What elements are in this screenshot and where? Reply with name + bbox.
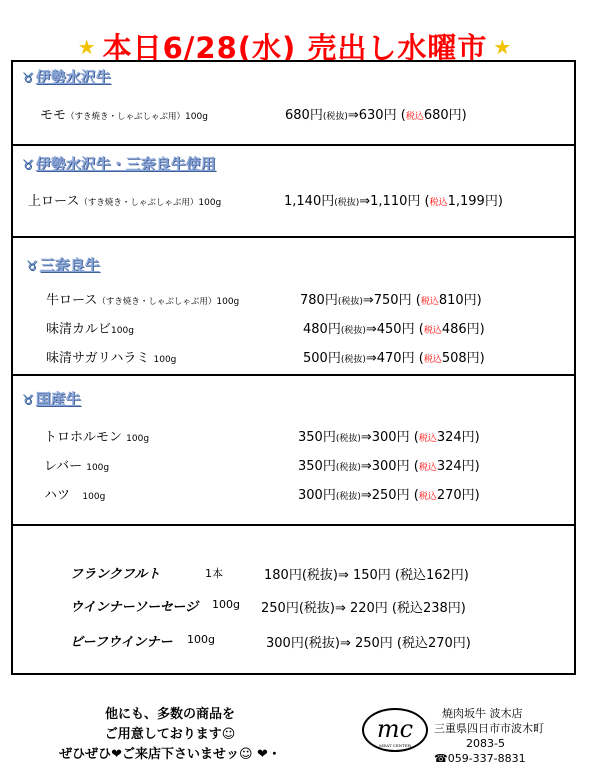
special-item-unit: 100g [187, 633, 215, 646]
section-divider [11, 236, 576, 238]
special-item-name: フランクフルト [70, 567, 161, 582]
list-item: トロホルモン 100g [44, 430, 150, 445]
special-item-name: ビーフウインナー [70, 635, 173, 650]
price: 300円(税抜)⇒250円 (税込270円) [298, 488, 480, 503]
price: 350円(税抜)⇒300円 (税込324円) [298, 459, 480, 474]
list-item: 上ロース（すき焼き・しゃぶしゃぶ用）100g [28, 194, 222, 209]
special-item-price: 250円(税抜)⇒ 220円 (税込238円) [261, 601, 466, 616]
title-text: 本日6/28(水) 売出し水曜市 [102, 31, 488, 65]
star-icon: ★ [493, 35, 513, 59]
store-info: 焼肉坂牛 波木店 三重県四日市市波木町 2083-5 ☎059-337-8831 [434, 707, 544, 765]
section-divider [11, 374, 576, 376]
section-title: ♉ 国産牛 [22, 390, 81, 408]
section-divider [11, 144, 576, 146]
section-title: ♉ 伊勢水沢牛・三奈良牛使用 [22, 155, 216, 173]
cow-icon: ♉ [22, 158, 34, 173]
price: 350円(税抜)⇒300円 (税込324円) [298, 430, 480, 445]
list-item: 味清サガリハラミ 100g [46, 351, 177, 366]
store-logo: mc MEAT CENTER [362, 708, 428, 752]
price: 780円(税抜)⇒750円 (税込810円) [300, 293, 482, 308]
star-icon: ★ [77, 35, 97, 59]
price: 1,140円(税抜)⇒1,110円 (税込1,199円) [284, 194, 503, 209]
list-item: 味清カルビ100g [46, 322, 134, 337]
list-item: レバー 100g [44, 459, 110, 474]
section-divider [11, 524, 576, 526]
list-item: ハツ 100g [44, 488, 106, 503]
cow-icon: ♉ [22, 71, 34, 86]
price: 500円(税抜)⇒470円 (税込508円) [303, 351, 485, 366]
price: 680円(税抜)⇒630円 (税込680円) [285, 108, 467, 123]
special-item-price: 300円(税抜)⇒ 250円 (税込270円) [266, 636, 471, 651]
section-title: ♉ 伊勢水沢牛 [22, 68, 111, 86]
list-item: 牛ロース（すき焼き・しゃぶしゃぶ用）100g [46, 293, 240, 308]
footer-message: 他にも、多数の商品を ご用意しております☺ ぜひぜひ❤ご来店下さいませッ☺ ❤・ [59, 707, 281, 762]
list-item: モモ（すき焼き・しゃぶしゃぶ用）100g [40, 108, 208, 123]
special-item-price: 180円(税抜)⇒ 150円 (税込162円) [264, 568, 469, 583]
special-item-unit: 100g [212, 598, 240, 611]
price: 480円(税抜)⇒450円 (税込486円) [303, 322, 485, 337]
special-item-unit: 1本 [205, 567, 223, 580]
cow-icon: ♉ [22, 393, 34, 408]
cow-icon: ♉ [26, 259, 38, 274]
special-item-name: ウインナーソーセージ [70, 600, 199, 615]
section-title: ♉ 三奈良牛 [26, 256, 100, 274]
